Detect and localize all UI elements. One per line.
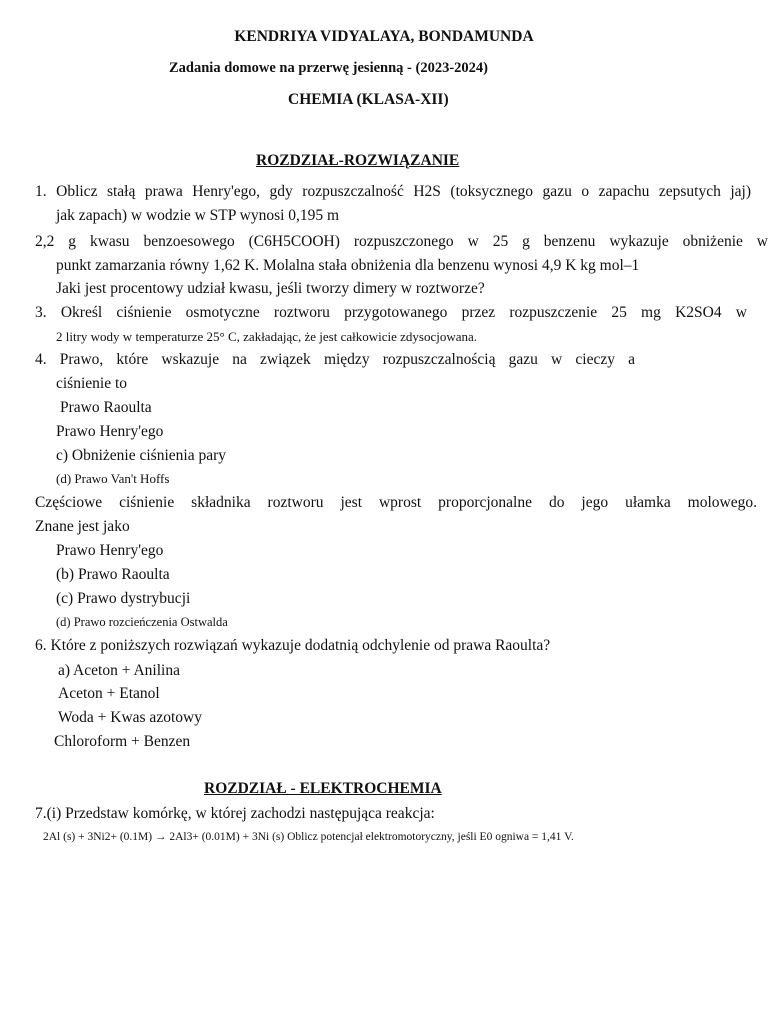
question-6-option: Aceton + Etanol bbox=[58, 685, 160, 702]
question-4-line-1: 4. Prawo, które wskazuje na związek między rozpuszczalnością gazu w cieczy a bbox=[35, 351, 635, 368]
question-6-line-1: 6. Które z poniższych rozwiązań wykazuje dodatnią odchylenie od prawa Raoulta? bbox=[35, 637, 551, 654]
question-2-line-1: 2,2 g kwasu benzoesowego (C6H5COOH) rozpuszczonego w 25 g benzenu wykazuje obniżenie w bbox=[35, 233, 768, 250]
question-6-option: Woda + Kwas azotowy bbox=[58, 709, 202, 726]
question-5-option: (b) Prawo Raoulta bbox=[56, 566, 170, 583]
question-5-line-1: Częściowe ciśnienie składnika roztworu jest wprost proporcjonalne do jego ułamka molowego. bbox=[35, 494, 757, 511]
assignment-title: Zadania domowe na przerwę jesienną - (2023-2024) bbox=[169, 60, 488, 76]
question-1-line-1: 1. Oblicz stałą prawa Henry'ego, gdy rozpuszczalność H2S (toksycznego gazu o zapachu zepsutych jaj) bbox=[35, 183, 751, 200]
question-5-option: (d) Prawo rozcieńczenia Ostwalda bbox=[56, 615, 228, 629]
question-1-line-2: jak zapach) w wodzie w STP wynosi 0,195 m bbox=[56, 207, 340, 224]
question-6-option: Chloroform + Benzen bbox=[54, 733, 191, 750]
question-3-line-2: 2 litry wody w temperaturze 25° C, zakładając, że jest całkowicie zdysocjowana. bbox=[56, 329, 478, 344]
section-title-electrochemistry: ROZDZIAŁ - ELEKTROCHEMIA bbox=[204, 780, 442, 797]
question-4-line-2: ciśnienie to bbox=[56, 375, 128, 392]
subject-title: CHEMIA (KLASA-XII) bbox=[288, 91, 449, 108]
question-4-option: Prawo Henry'ego bbox=[56, 423, 164, 440]
question-4-option: Prawo Raoulta bbox=[60, 399, 152, 416]
question-3-line-1: 3. Określ ciśnienie osmotyczne roztworu przygotowanego przez rozpuszczenie 25 mg K2SO4 w bbox=[35, 304, 747, 321]
question-5-option: (c) Prawo dystrybucji bbox=[56, 590, 191, 607]
question-2-line-2: punkt zamarzania równy 1,62 K. Molalna stała obniżenia dla benzenu wynosi 4,9 K kg mol–1 bbox=[56, 257, 640, 274]
question-7-reaction: 2Al (s) + 3Ni2+ (0.1M) → 2Al3+ (0.01M) + 3Ni (s) Oblicz potencjał elektromotoryczny, jeśli E0 ogniwa = 1,41 V. bbox=[43, 831, 574, 843]
section-title-solutions: ROZDZIAŁ-ROZWIĄZANIE bbox=[256, 152, 460, 169]
school-name: KENDRIYA VIDYALAYA, BONDAMUNDA bbox=[234, 28, 534, 45]
question-6-option: a) Aceton + Anilina bbox=[58, 662, 180, 679]
question-4-option: c) Obniżenie ciśnienia pary bbox=[56, 447, 226, 464]
question-5-option: Prawo Henry'ego bbox=[56, 542, 164, 559]
question-5-line-2: Znane jest jako bbox=[35, 518, 130, 535]
question-4-option: (d) Prawo Van't Hoffs bbox=[56, 471, 170, 486]
question-7-line-1: 7.(i) Przedstaw komórkę, w której zachodzi następująca reakcja: bbox=[35, 805, 435, 822]
question-2-line-3: Jaki jest procentowy udział kwasu, jeśli tworzy dimery w roztworze? bbox=[56, 280, 485, 297]
